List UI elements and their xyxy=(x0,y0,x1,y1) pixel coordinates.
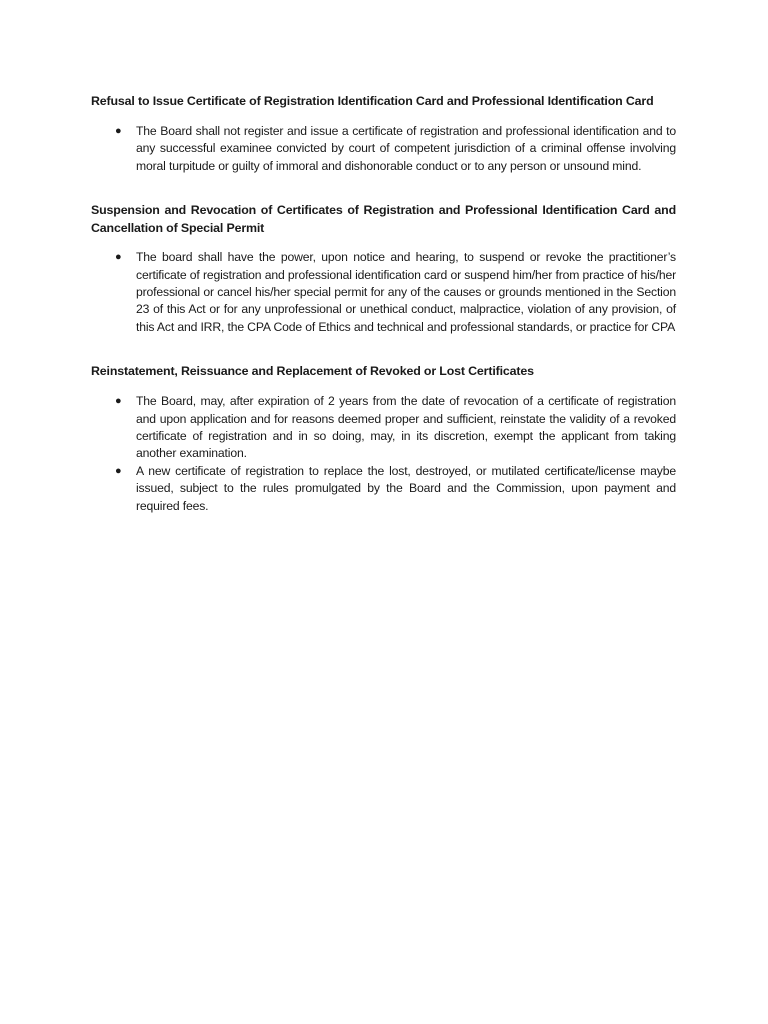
bullet-list xyxy=(91,249,676,336)
section-suspension xyxy=(91,201,676,336)
bullet-item xyxy=(91,393,676,463)
bullet-item xyxy=(91,463,676,515)
bullet-icon: ● xyxy=(115,395,122,408)
section-heading: Reinstatement, Reissuance and Replacement of Revoked or Lost Certificates xyxy=(91,364,534,379)
bullet-item xyxy=(91,123,676,175)
bullet-icon: ● xyxy=(115,125,122,137)
section-reinstatement xyxy=(91,362,676,515)
bullet-text: A new certificate of registration to replace the lost, destroyed, or mutilated certificate/license maybe issued, subject to the rules promulgated by the Board and the Commission, upon payment and required fees. xyxy=(136,463,676,513)
section-heading: Refusal to Issue Certificate of Registration Identification Card and Professional Identification Card xyxy=(91,94,654,108)
bullet-icon: ● xyxy=(115,464,122,477)
section-heading: Suspension and Revocation of Certificates of Registration and Professional Identification Card and Cancellation of Special Permit xyxy=(91,203,676,236)
bullet-item xyxy=(91,249,676,336)
bullet-list xyxy=(91,393,676,515)
bullet-text: The Board, may, after expiration of 2 years from the date of revocation of a certificate of registration and upon application and for reasons deemed proper and sufficient, reinstate the validity of a revoked certificate of registration and in so doing, may, in its discretion, exempt the applicant from taking another examination. xyxy=(136,394,676,461)
bullet-text: The board shall have the power, upon notice and hearing, to suspend or revoke the practitioner’s certificate of registration and professional identification card or suspend him/her from practice of his/her professional or cancel his/her special permit for any of the causes or grounds mentioned in the Section 23 of this Act or for any unprofessional or unethical conduct, malpractice, violation of any provision, of this Act and IRR, the CPA Code of Ethics and technical and professional standards, or practice for CPA xyxy=(136,250,676,334)
bullet-text: The Board shall not register and issue a certificate of registration and professional identification and to any successful examinee convicted by court of competent jurisdiction of a criminal offense involving moral turpitude or guilty of immoral and dishonorable conduct or to any person or unsound mind. xyxy=(136,124,676,173)
section-refusal xyxy=(91,92,676,175)
bullet-list xyxy=(91,123,676,175)
bullet-icon: ● xyxy=(115,251,122,264)
